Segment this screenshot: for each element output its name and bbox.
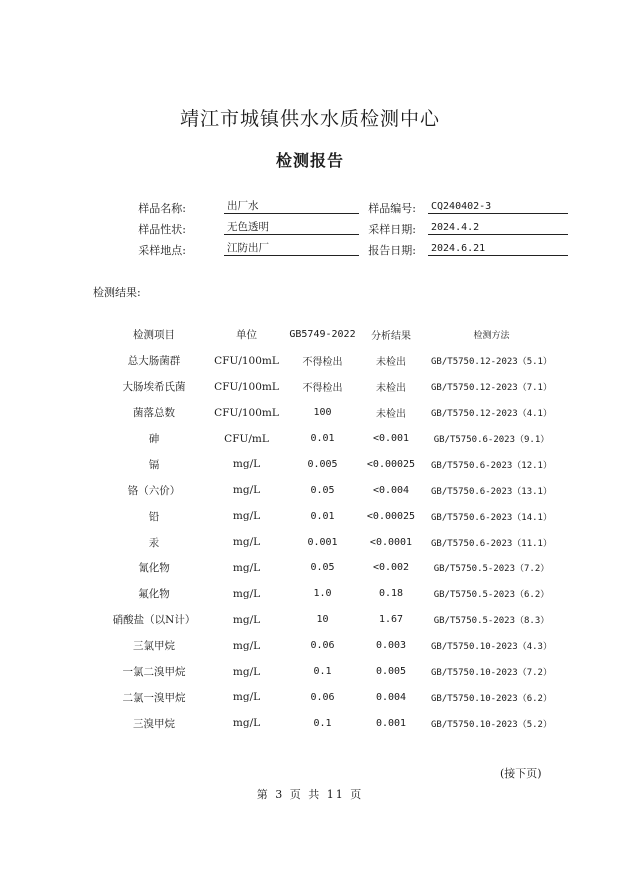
cell-unit: mg/L xyxy=(232,484,261,497)
cell-unit: CFU/mL xyxy=(224,432,269,445)
cell-result: 1.67 xyxy=(378,614,404,626)
cell-unit: mg/L xyxy=(232,613,261,626)
table-row xyxy=(102,633,559,659)
cell-result: 0.18 xyxy=(378,588,404,600)
cell-unit: mg/L xyxy=(232,717,261,730)
cell-method: GB/T5750.10-2023（7.2） xyxy=(431,668,552,679)
cell-standard: 0.01 xyxy=(310,433,335,444)
report-title: 检测报告 xyxy=(275,151,344,170)
sample-name-label: 样品名称: xyxy=(138,202,186,215)
table-row xyxy=(102,477,559,503)
cell-item: 汞 xyxy=(148,536,160,549)
sample-state-value: 无色透明 xyxy=(224,220,359,235)
cell-method: GB/T5750.6-2023（12.1） xyxy=(431,460,552,471)
cell-unit: mg/L xyxy=(232,665,261,678)
cell-unit: mg/L xyxy=(232,536,261,549)
cell-result: 未检出 xyxy=(376,357,406,369)
cell-unit: CFU/100mL xyxy=(214,406,279,419)
header-result: 分析结果 xyxy=(371,331,411,343)
cell-item: 二氯一溴甲烷 xyxy=(122,691,186,704)
cell-standard: 1.0 xyxy=(313,588,332,600)
cell-item: 三溴甲烷 xyxy=(133,717,175,730)
table-row xyxy=(102,659,559,685)
cell-unit: mg/L xyxy=(232,639,261,652)
table-row xyxy=(102,684,559,710)
cell-method: GB/T5750.10-2023（4.3） xyxy=(431,642,552,653)
cell-item: 氰化物 xyxy=(138,562,170,575)
cell-item: 菌落总数 xyxy=(133,407,175,420)
cell-result: 0.004 xyxy=(375,691,407,703)
cell-standard: 0.06 xyxy=(310,691,335,703)
results-label: 检测结果: xyxy=(93,286,141,299)
header-unit: 单位 xyxy=(236,329,257,342)
cell-unit: CFU/100mL xyxy=(214,354,279,367)
cell-standard: 0.01 xyxy=(310,510,335,522)
cell-result: 0.005 xyxy=(375,666,407,678)
cell-method: GB/T5750.12-2023（5.1） xyxy=(431,357,552,368)
cell-standard: 不得检出 xyxy=(302,383,343,395)
cell-item: 硝酸盐（以N计） xyxy=(112,614,196,627)
cell-standard: 100 xyxy=(313,407,332,419)
table-row xyxy=(102,503,559,529)
cell-result: <0.002 xyxy=(372,562,410,574)
cell-item: 砷 xyxy=(148,433,160,445)
cell-unit: mg/L xyxy=(232,458,261,471)
header-item: 检测项目 xyxy=(133,329,175,342)
cell-item: 氟化物 xyxy=(138,588,170,601)
cell-method: GB/T5750.5-2023（8.3） xyxy=(433,616,550,627)
table-row xyxy=(102,581,559,607)
continued-note: (接下页) xyxy=(500,767,542,780)
report-date-label: 报告日期: xyxy=(368,244,416,257)
cell-method: GB/T5750.6-2023（14.1） xyxy=(431,512,552,523)
results-table xyxy=(102,322,559,736)
cell-standard: 0.1 xyxy=(313,717,332,729)
cell-unit: mg/L xyxy=(232,587,261,600)
cell-method: GB/T5750.6-2023（9.1） xyxy=(433,435,550,445)
cell-standard: 0.1 xyxy=(313,666,332,678)
cell-method: GB/T5750.6-2023（13.1） xyxy=(431,486,552,497)
cell-result: <0.001 xyxy=(372,433,410,444)
cell-standard: 10 xyxy=(316,614,329,626)
cell-unit: mg/L xyxy=(232,510,261,523)
sampling-date-label: 采样日期: xyxy=(368,223,416,236)
cell-standard: 不得检出 xyxy=(302,357,343,369)
header-standard: GB5749-2022 xyxy=(289,329,356,341)
cell-unit: mg/L xyxy=(232,691,261,704)
cell-result: 0.001 xyxy=(375,717,407,729)
page-number: 第 3 页 共 11 页 xyxy=(256,788,364,801)
cell-standard: 0.05 xyxy=(310,562,335,574)
table-row xyxy=(102,607,559,633)
cell-result: 0.003 xyxy=(375,640,407,652)
table-row xyxy=(102,555,559,581)
cell-result: 未检出 xyxy=(376,409,406,421)
cell-standard: 0.001 xyxy=(307,536,338,548)
header-method: 检测方法 xyxy=(473,331,510,342)
table-row xyxy=(102,451,559,477)
cell-standard: 0.06 xyxy=(310,640,335,652)
report-date-value: 2024.6.21 xyxy=(428,241,568,256)
table-row xyxy=(102,529,559,555)
cell-item: 一氯二溴甲烷 xyxy=(122,666,186,679)
org-title: 靖江市城镇供水水质检测中心 xyxy=(179,108,440,130)
table-row xyxy=(102,426,559,452)
cell-unit: CFU/100mL xyxy=(214,380,279,393)
sample-id-value: CQ240402-3 xyxy=(428,199,568,214)
cell-item: 铅 xyxy=(148,510,160,523)
cell-result: <0.004 xyxy=(372,484,410,496)
sampling-date-value: 2024.4.2 xyxy=(428,220,568,235)
table-row xyxy=(102,400,559,426)
cell-result: <0.00025 xyxy=(366,458,416,470)
table-row xyxy=(102,710,559,736)
cell-method: GB/T5750.5-2023（6.2） xyxy=(433,590,550,601)
table-header-row xyxy=(102,322,559,348)
sampling-site-value: 江防出厂 xyxy=(224,241,359,256)
cell-method: GB/T5750.6-2023（11.1） xyxy=(431,538,552,549)
results-table-body xyxy=(102,348,559,736)
cell-standard: 0.005 xyxy=(307,458,338,470)
cell-item: 铬（六价） xyxy=(127,484,181,497)
cell-item: 大肠埃希氏菌 xyxy=(122,381,186,394)
cell-method: GB/T5750.10-2023（5.2） xyxy=(431,719,552,730)
sample-id-label: 样品编号: xyxy=(368,202,416,215)
table-row xyxy=(102,348,559,374)
cell-result: <0.0001 xyxy=(369,536,413,548)
cell-method: GB/T5750.12-2023（4.1） xyxy=(431,409,552,420)
cell-unit: mg/L xyxy=(232,561,261,574)
cell-method: GB/T5750.12-2023（7.1） xyxy=(431,383,552,394)
cell-result: <0.00025 xyxy=(366,510,416,522)
cell-item: 镉 xyxy=(148,458,160,471)
cell-standard: 0.05 xyxy=(310,484,335,496)
sample-name-value: 出厂水 xyxy=(224,199,359,214)
cell-method: GB/T5750.5-2023（7.2） xyxy=(433,564,550,575)
cell-result: 未检出 xyxy=(376,383,406,395)
cell-item: 总大肠菌群 xyxy=(127,355,181,368)
sampling-site-label: 采样地点: xyxy=(138,244,186,257)
cell-item: 三氯甲烷 xyxy=(133,640,175,653)
table-row xyxy=(102,374,559,400)
sample-state-label: 样品性状: xyxy=(138,223,186,236)
cell-method: GB/T5750.10-2023（6.2） xyxy=(431,693,552,704)
